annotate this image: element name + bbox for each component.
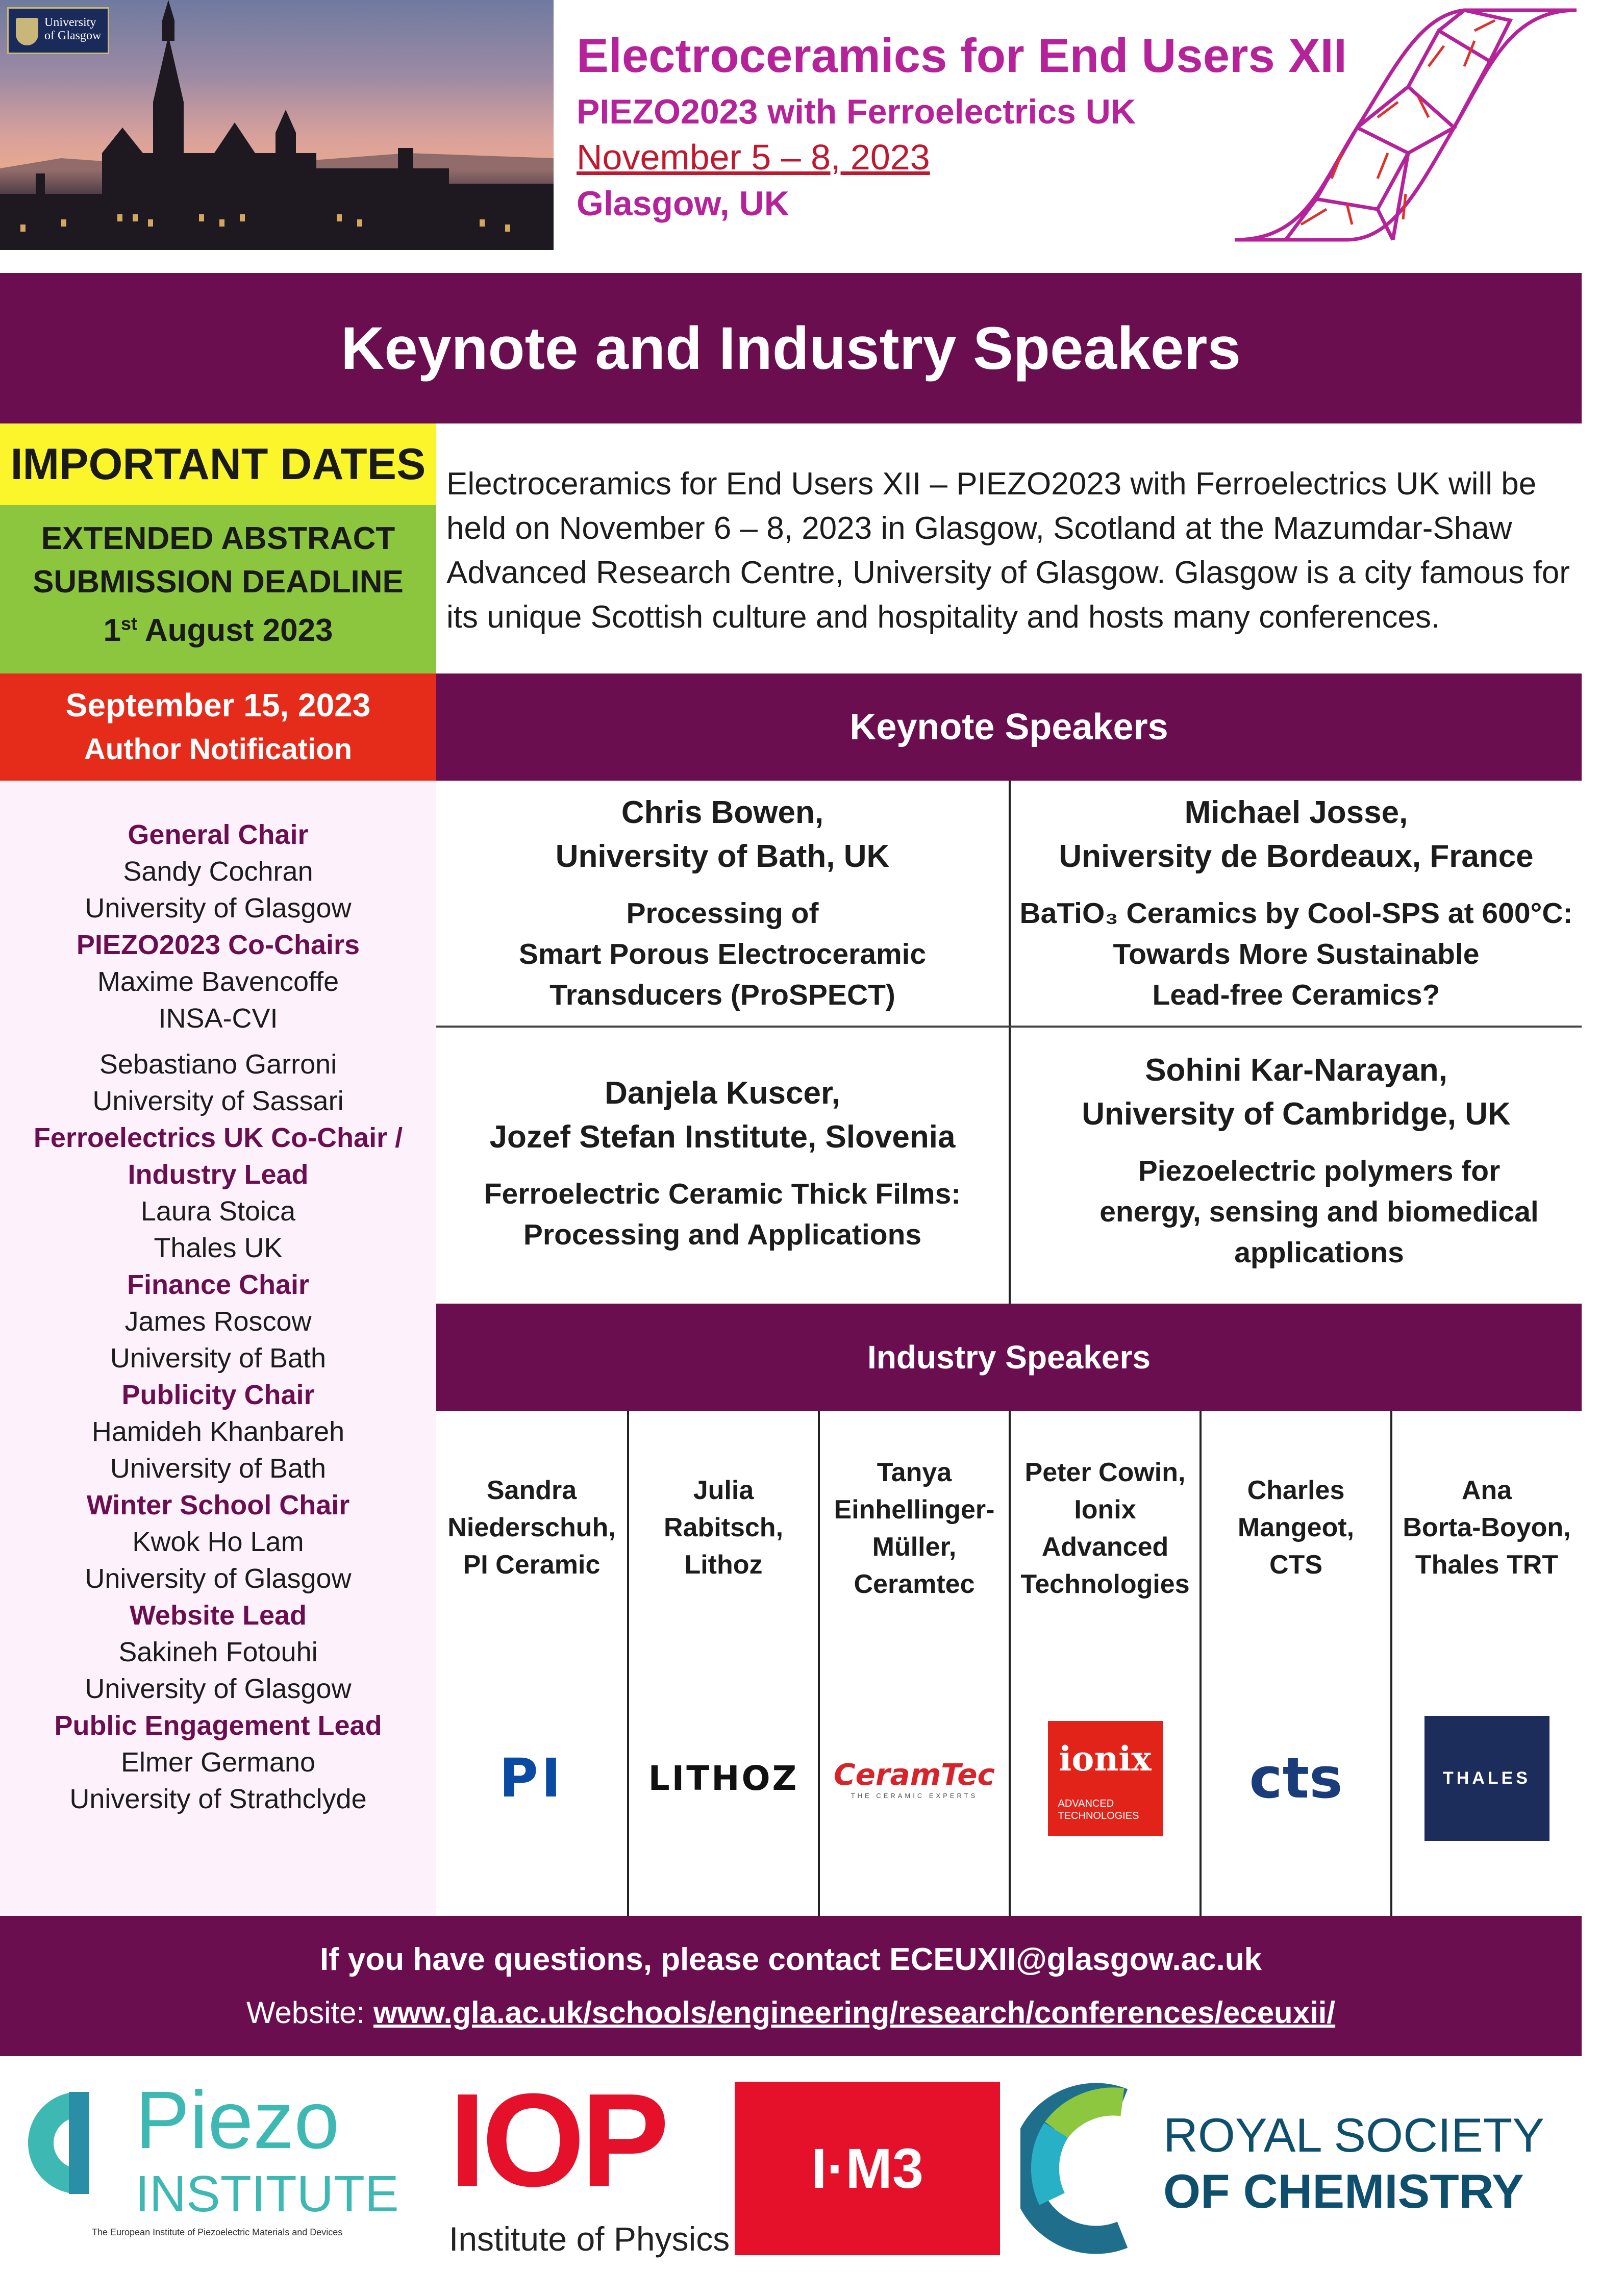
keynote-speakers-header — [436, 673, 1582, 781]
crest-icon — [16, 18, 38, 45]
committee-affiliation: University of Glasgow — [85, 893, 352, 924]
committee-affiliation: University of Glasgow — [85, 1674, 352, 1704]
industry-speaker-card — [818, 1411, 1009, 1916]
event-dates: November 5 – 8, 2023 — [577, 137, 930, 177]
committee-person: Elmer Germano — [120, 1747, 316, 1778]
committee-affiliation: University of Sassari — [92, 1086, 344, 1116]
committee-role: Publicity Chair — [121, 1380, 315, 1410]
committee-role: PIEZO2023 Co-Chairs — [76, 930, 360, 960]
iom3-logo-text: I·M3 — [811, 2137, 923, 2200]
committee-role: Ferroelectrics UK Co-Chair / — [33, 1122, 403, 1153]
speaker-name: Michael Josse, — [1184, 795, 1408, 830]
thales-logo-box — [1424, 1716, 1549, 1841]
speaker-name: Danjela Kuscer, — [605, 1076, 840, 1111]
talk-title: applications — [1234, 1236, 1404, 1269]
committee-role: Public Engagement Lead — [54, 1710, 382, 1741]
keynote-heading: Keynote Speakers — [849, 707, 1168, 747]
committee-person: Sakineh Fotouhi — [118, 1637, 318, 1667]
website-link[interactable]: www.gla.ac.uk/schools/engineering/research/conferences/eceuxii/ — [373, 1995, 1336, 2030]
talk-title: energy, sensing and biomedical — [1099, 1195, 1539, 1228]
industry-speaker-card — [1009, 1411, 1199, 1916]
speaker-company: Technologies — [1020, 1569, 1190, 1599]
conference-logo-icon — [1224, 0, 1582, 250]
committee-person: Sandy Cochran — [123, 856, 313, 887]
committee-role: Industry Lead — [128, 1159, 309, 1190]
speaker-affiliation: Jozef Stefan Institute, Slovenia — [489, 1119, 956, 1155]
committee-affiliation: University of Bath — [110, 1453, 327, 1484]
committee-role: Winter School Chair — [86, 1490, 350, 1520]
contact-email-line[interactable]: If you have questions, please contact ECEUXII@glasgow.ac.uk — [319, 1942, 1262, 1977]
author-notification-box — [0, 673, 436, 781]
ionix-logo-box — [1048, 1721, 1163, 1836]
deadline-ordinal: st — [120, 613, 137, 634]
website-label: Website: — [246, 1995, 373, 2030]
iop-name: Institute of Physics — [449, 2220, 730, 2258]
spacer — [0, 1037, 436, 1046]
talk-title: Processing and Applications — [523, 1218, 922, 1251]
committee-affiliation: Thales UK — [154, 1233, 283, 1263]
talk-title: Smart Porous Electroceramic — [518, 938, 927, 970]
abstract-deadline-box — [0, 505, 436, 673]
ionix-logo — [1011, 1712, 1199, 1844]
ceramtec-tagline: THE CERAMIC EXPERTS — [851, 1791, 978, 1800]
event-subtitle: PIEZO2023 with Ferroelectrics UK — [577, 92, 1136, 131]
banner-title: Keynote and Industry Speakers — [340, 314, 1241, 382]
notification-date: September 15, 2023 — [65, 687, 371, 723]
committee-person: James Roscow — [124, 1306, 312, 1337]
ceramtec-logo — [820, 1712, 1009, 1844]
ionix-logo-text: ionix — [1059, 1738, 1152, 1779]
speaker-name: Niederschuh, — [447, 1513, 616, 1542]
iop-logo-letters: IOP — [449, 2066, 665, 2214]
speaker-company: Ionix — [1074, 1495, 1136, 1525]
keynote-speaker-card — [436, 1071, 1009, 1255]
keynote-speaker-card — [1011, 791, 1582, 1015]
cts-logo-text: cts — [1249, 1745, 1343, 1811]
talk-title: Lead-free Ceramics? — [1152, 979, 1440, 1011]
website-line — [0, 1995, 1582, 2030]
committee-person: Kwok Ho Lam — [132, 1527, 304, 1557]
divider — [436, 1026, 1582, 1028]
industry-speaker-card — [627, 1411, 818, 1916]
talk-title: BaTiO₃ Ceramics by Cool-SPS at 600°C: — [1019, 897, 1573, 930]
industry-speaker-card — [436, 1411, 627, 1916]
speaker-name: Rabitsch, — [663, 1513, 784, 1542]
committee-affiliation: INSA-CVI — [158, 1003, 278, 1034]
pi-ceramic-logo — [436, 1712, 627, 1844]
industry-speakers-grid — [436, 1411, 1582, 1916]
speaker-name: Sandra — [486, 1476, 577, 1505]
committee-role: Website Lead — [129, 1600, 307, 1631]
pi-logo-text: PI — [499, 1747, 564, 1809]
intro-paragraph: Electroceramics for End Users XII – PIEZO2023 with Ferroelectrics UK will be held on November 6 – 8, 2023 in Glasgow, Scotland at the Mazumdar-Shaw Advanced Research Centre, University of Glasgow. Glasgow is a city famous for its unique Scottish culture and hospitality and hosts many conferences. — [446, 466, 1570, 635]
speaker-name: Borta-Boyon, — [1403, 1513, 1571, 1542]
deadline-line-1: EXTENDED ABSTRACT — [41, 521, 395, 556]
rsc-line-2: OF CHEMISTRY — [1163, 2164, 1524, 2218]
speaker-company: CTS — [1269, 1550, 1322, 1580]
speaker-company: Advanced — [1041, 1532, 1169, 1562]
lithoz-logo-text: LITHOZ — [648, 1758, 799, 1798]
speaker-name: Julia — [693, 1476, 754, 1505]
main-banner — [0, 273, 1582, 423]
glasgow-skyline-photo — [0, 0, 554, 250]
speaker-affiliation: University of Cambridge, UK — [1082, 1096, 1511, 1132]
speaker-name: Einhellinger- — [834, 1495, 995, 1525]
committee-role: General Chair — [128, 819, 309, 850]
important-dates-label: IMPORTANT DATES — [10, 439, 426, 489]
thales-logo — [1392, 1712, 1581, 1844]
keynote-speakers-grid — [436, 781, 1582, 1304]
deadline-line-2: SUBMISSION DEADLINE — [33, 564, 404, 600]
notification-label: Author Notification — [84, 733, 353, 766]
committee-affiliation: University of Glasgow — [85, 1563, 352, 1594]
speaker-name: Tanya — [877, 1458, 952, 1487]
piezo-tagline: The European Institute of Piezoelectric Materials and Devices — [92, 2227, 343, 2237]
speaker-affiliation: University of Bath, UK — [555, 839, 890, 874]
deadline-month: August 2023 — [137, 613, 333, 648]
talk-title: Towards More Sustainable — [1113, 938, 1480, 970]
committee-role: Finance Chair — [127, 1269, 310, 1300]
speaker-name: Chris Bowen, — [621, 795, 824, 830]
contact-bar — [0, 1916, 1582, 2056]
event-location: Glasgow, UK — [577, 184, 789, 223]
industry-heading: Industry Speakers — [867, 1339, 1151, 1376]
speaker-name: Sohini Kar-Narayan, — [1145, 1053, 1447, 1088]
uog-logo-text: University of Glasgow — [44, 16, 102, 42]
university-of-glasgow-logo — [7, 7, 109, 54]
thales-logo-text: THALES — [1443, 1768, 1531, 1788]
ceramtec-logo-text: CeramTec — [834, 1757, 995, 1792]
institute-word: INSTITUTE — [135, 2165, 399, 2223]
speaker-company: PI Ceramic — [463, 1550, 601, 1580]
talk-title: Piezoelectric polymers for — [1138, 1155, 1501, 1187]
event-title: Electroceramics for End Users XII — [577, 29, 1347, 82]
speaker-name: Mangeot, — [1237, 1513, 1355, 1542]
industry-speaker-card — [1199, 1411, 1390, 1916]
speaker-name: Charles — [1247, 1476, 1345, 1505]
lithoz-logo — [629, 1712, 818, 1844]
deadline-date — [0, 612, 436, 648]
committee-affiliation: University of Bath — [110, 1343, 327, 1374]
sponsor-logos — [0, 2066, 1600, 2286]
speaker-company: Thales TRT — [1415, 1550, 1559, 1580]
committee-person: Laura Stoica — [140, 1196, 296, 1227]
industry-speakers-header — [436, 1304, 1582, 1411]
iom3-logo — [735, 2082, 1000, 2255]
committee-person: Maxime Bavencoffe — [97, 966, 339, 997]
royal-society-of-chemistry-icon — [1020, 2082, 1153, 2255]
talk-title: Transducers (ProSPECT) — [549, 979, 895, 1011]
committee-affiliation: University of Strathclyde — [69, 1784, 367, 1814]
piezo-word: Piezo — [135, 2074, 340, 2165]
industry-speaker-card — [1390, 1411, 1581, 1916]
talk-title: Processing of — [626, 897, 819, 930]
deadline-day: 1 — [103, 613, 121, 648]
committee-person: Sebastiano Garroni — [99, 1049, 337, 1080]
speaker-name: Ana — [1461, 1476, 1512, 1505]
keynote-speaker-card — [1011, 1049, 1582, 1273]
organising-committee — [0, 781, 436, 1916]
ionix-tagline: ADVANCED TECHNOLOGIES — [1058, 1798, 1139, 1821]
speaker-name: Peter Cowin, — [1024, 1458, 1186, 1487]
committee-person: Hamideh Khanbareh — [91, 1416, 345, 1447]
speaker-name: Müller, — [872, 1532, 957, 1562]
cts-logo — [1202, 1712, 1390, 1844]
important-dates-heading — [0, 423, 436, 505]
piezo-institute-icon — [28, 2087, 130, 2204]
speaker-company: Lithoz — [684, 1550, 763, 1580]
speaker-company: Ceramtec — [854, 1569, 975, 1599]
keynote-speaker-card — [436, 791, 1009, 1015]
talk-title: Ferroelectric Ceramic Thick Films: — [484, 1178, 961, 1210]
speaker-affiliation: University de Bordeaux, France — [1059, 839, 1534, 874]
rsc-line-1: ROYAL SOCIETY — [1163, 2108, 1544, 2162]
